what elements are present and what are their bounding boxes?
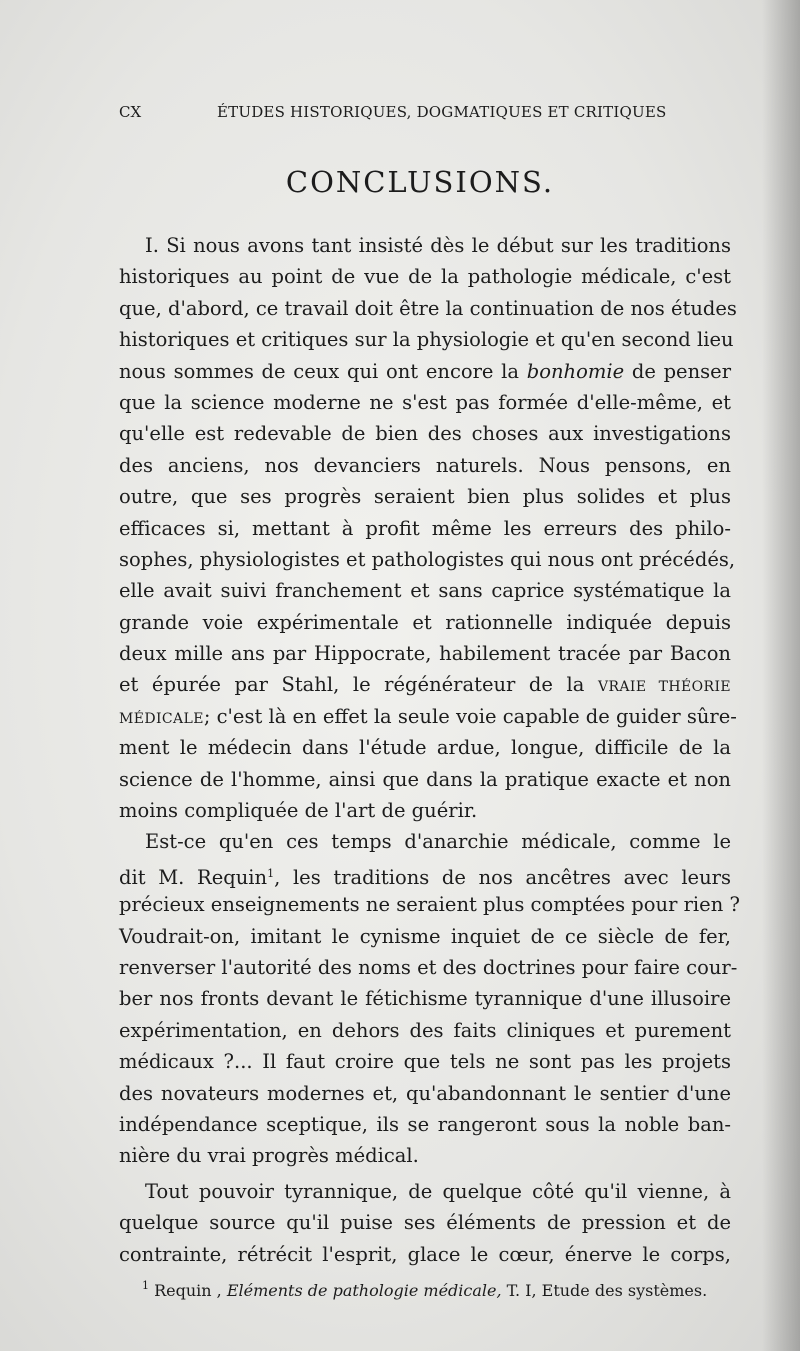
paragraph: [119, 826, 740, 1171]
small-caps-text: MÉDICALE: [119, 710, 204, 727]
section-title: CONCLUSIONS.: [285, 165, 555, 199]
footnote-work-title: Eléments de pathologie médicale,: [226, 1281, 502, 1300]
text-line: des anciens, nos devanciers naturels. Nous pensons, en: [119, 453, 731, 477]
text-line: qu'elle est redevable de bien des choses aux investigations: [119, 422, 731, 446]
text-line: historiques au point de vue de la pathologie médicale, c'est: [119, 265, 731, 289]
page-number: CX: [119, 103, 142, 121]
small-caps-text: VRAIE THÉORIE: [597, 679, 731, 696]
text-line: quelque source qu'il puise ses éléments de pression et de: [119, 1211, 731, 1235]
text-line: contrainte, rétrécit l'esprit, glace le cœur, énerve le corps,: [119, 1242, 731, 1266]
text-run: et épurée par Stahl, le régénérateur de la: [119, 673, 585, 697]
text-line: nière du vrai progrès médical.: [119, 1144, 419, 1168]
text-line: précieux enseignements ne seraient plus comptées pour rien ?: [119, 893, 740, 917]
paragraph: [119, 1176, 731, 1270]
text-line: que la science moderne ne s'est pas formée d'elle-même, et: [119, 390, 731, 414]
footnote-marker: 1: [142, 1279, 149, 1292]
text-run: ; c'est là en effet la seule voie capable de guider sûre-: [203, 704, 737, 728]
text-line: Voudrait-on, imitant le cynisme inquiet de ce siècle de fer,: [119, 924, 731, 948]
text-line: médicaux ?... Il faut croire que tels ne sont pas les projets: [119, 1050, 731, 1074]
text-line: que, d'abord, ce travail doit être la continuation de nos études: [119, 296, 737, 320]
text-line: elle avait suivi franchement et sans caprice systématique la: [119, 579, 731, 603]
text-run: de penser: [631, 359, 732, 383]
running-header: [119, 103, 739, 127]
text-line: moins compliquée de l'art de guérir.: [119, 799, 478, 823]
text-line: efficaces si, mettant à profit même les erreurs des philo-: [119, 516, 731, 540]
text-run: , les traditions de nos ancêtres avec leurs: [274, 865, 731, 889]
text-line: sophes, physiologistes et pathologistes qui nous ont précédés,: [119, 547, 736, 571]
text-line: Tout pouvoir tyrannique, de quelque côté qu'il vienne, à: [145, 1179, 731, 1203]
text-line: des novateurs modernes et, qu'abandonnant le sentier d'une: [119, 1081, 731, 1105]
text-line: I. Si nous avons tant insisté dès le début sur les traditions: [145, 234, 731, 257]
footnote-author: Requin ,: [154, 1281, 222, 1300]
text-line: [119, 356, 731, 387]
running-title: ÉTUDES HISTORIQUES, DOGMATIQUES ET CRITIQUES: [217, 103, 667, 121]
text-line: grande voie expérimentale et rationnelle indiquée depuis: [119, 610, 731, 634]
text-line: historiques et critiques sur la physiologie et qu'en second lieu: [119, 328, 734, 352]
text-line: indépendance sceptique, ils se rangeront sous la noble ban-: [119, 1112, 731, 1136]
text-line: deux mille ans par Hippocrate, habilement tracée par Bacon: [119, 642, 731, 666]
text-line: Est-ce qu'en ces temps d'anarchie médicale, comme le: [145, 830, 731, 854]
footnote: [142, 1279, 732, 1300]
text-line: outre, que ses progrès seraient bien plus solides et plus: [119, 485, 731, 509]
paragraph: [119, 230, 737, 826]
body-text: [119, 230, 740, 1270]
text-line: ment le médecin dans l'étude ardue, longue, difficile de la: [119, 736, 731, 760]
footnote-detail: T. I, Etude des systèmes.: [506, 1281, 708, 1300]
text-run: nous sommes de ceux qui ont encore la: [119, 359, 520, 383]
page-edge-shadow: [762, 0, 800, 1351]
text-run: dit M. Requin: [119, 865, 268, 889]
text-line: ber nos fronts devant le fétichisme tyrannique d'une illusoire: [119, 987, 731, 1011]
footnote-reference[interactable]: 1: [267, 866, 275, 880]
text-line: [119, 858, 731, 889]
text-line: [119, 701, 737, 732]
text-line: renverser l'autorité des noms et des doctrines pour faire cour-: [119, 955, 738, 979]
text-line: science de l'homme, ainsi que dans la pratique exacte et non: [119, 767, 731, 791]
text-line: [119, 669, 731, 700]
text-line: expérimentation, en dehors des faits cliniques et purement: [119, 1018, 731, 1042]
italic-text: bonhomie: [526, 359, 625, 383]
